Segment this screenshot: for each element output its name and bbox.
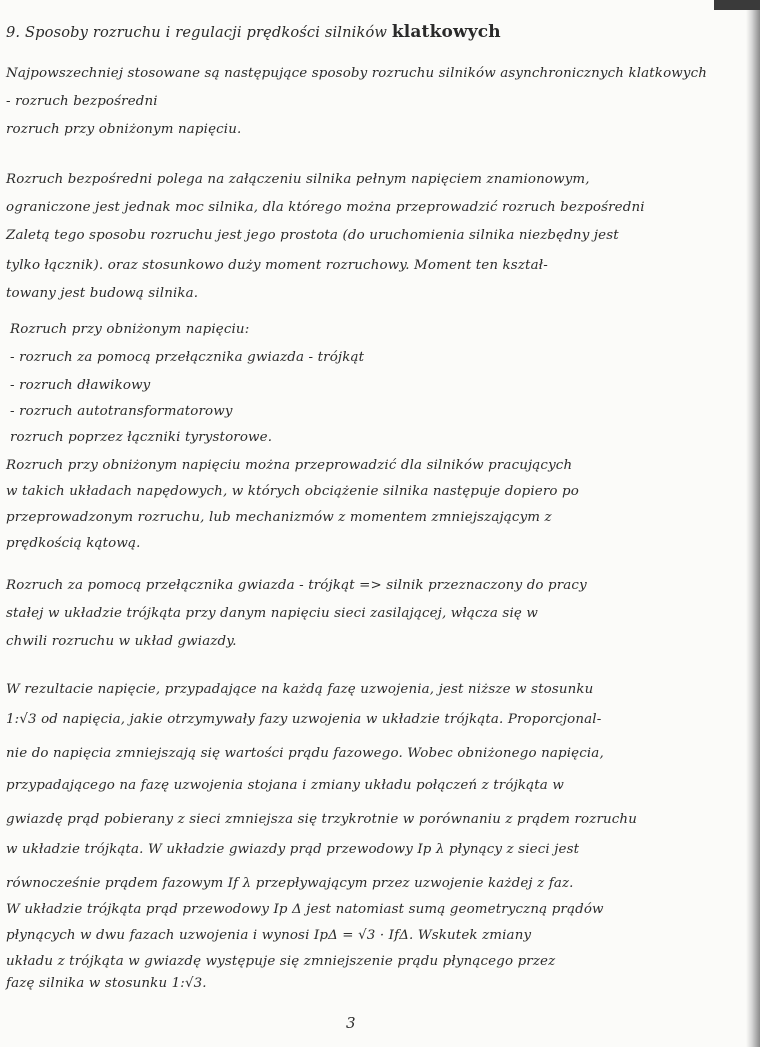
text-line: przeprowadzonym rozruchu, lub mechanizmów z momentem zmniejszającym z (6, 510, 552, 525)
text-line: - rozruch za pomocą przełącznika gwiazda - trójkąt (10, 350, 365, 365)
text-line: Rozruch bezpośredni polega na załączeniu silnika pełnym napięciem znamionowym, (6, 172, 590, 187)
text-line: - rozruch autotransformatorowy (10, 404, 233, 419)
text-line: gwiazdę prąd pobierany z sieci zmniejsza się trzykrotnie w porównaniu z prądem rozruchu (6, 812, 637, 827)
section-title-text: 9. Sposoby rozruchu i regulacji prędkości silników (6, 24, 392, 41)
text-line: rozruch poprzez łączniki tyrystorowe. (10, 430, 273, 445)
page-edge-shadow (746, 0, 760, 1047)
text-line: 1:√3 od napięcia, jakie otrzymywały fazy uzwojenia w układzie trójkąta. Proporcjonal- (6, 712, 602, 727)
text-line: prędkością kątową. (6, 536, 141, 551)
text-line: Rozruch przy obniżonym napięciu można przeprowadzić dla silników pracujących (6, 458, 573, 473)
text-line: Zaletą tego sposobu rozruchu jest jego prostota (do uruchomienia silnika niezbędny jest (6, 228, 619, 243)
text-line: towany jest budową silnika. (6, 286, 199, 301)
text-line: płynących w dwu fazach uzwojenia i wynosi IpΔ = √3 · IfΔ. Wskutek zmiany (6, 928, 532, 943)
text-line: W rezultacie napięcie, przypadające na każdą fazę uzwojenia, jest niższe w stosunku (6, 682, 594, 697)
text-line: Rozruch za pomocą przełącznika gwiazda - trójkąt => silnik przeznaczony do pracy (6, 578, 587, 593)
text-line: równocześnie prądem fazowym If λ przepływającym przez uzwojenie każdej z faz. (6, 876, 574, 891)
text-line: chwili rozruchu w układ gwiazdy. (6, 634, 237, 649)
text-line: - rozruch dławikowy (10, 378, 151, 393)
text-line: fazę silnika w stosunku 1:√3. (6, 976, 207, 991)
text-line: nie do napięcia zmniejszają się wartości prądu fazowego. Wobec obniżonego napięcia, (6, 746, 604, 761)
text-line: w takich układach napędowych, w których obciążenie silnika następuje dopiero po (6, 484, 579, 499)
text-line: rozruch przy obniżonym napięciu. (6, 122, 242, 137)
text-line: ograniczone jest jednak moc silnika, dla którego można przeprowadzić rozruch bezpośredni (6, 200, 645, 215)
text-line: w układzie trójkąta. W układzie gwiazdy prąd przewodowy Ip λ płynący z sieci jest (6, 842, 580, 857)
text-line: - rozruch bezpośredni (6, 94, 158, 109)
text-line: W układzie trójkąta prąd przewodowy Ip Δ jest natomiast sumą geometryczną prądów (6, 902, 604, 917)
page-number: 3 (346, 1014, 356, 1032)
text-line: układu z trójkąta w gwiazdę występuje się zmniejszenie prądu płynącego przez (6, 954, 556, 969)
text-line: stałej w układzie trójkąta przy danym napięciu sieci zasilającej, włącza się w (6, 606, 538, 621)
text-line: Rozruch przy obniżonym napięciu: (10, 322, 250, 337)
text-line: przypadającego na fazę uzwojenia stojana i zmiany układu połączeń z trójkąta w (6, 778, 564, 793)
text-line: tylko łącznik). oraz stosunkowo duży moment rozruchowy. Moment ten kształ- (6, 258, 548, 273)
text-line: Najpowszechniej stosowane są następujące sposoby rozruchu silników asynchronicznych klatkowych (6, 66, 708, 81)
section-title (6, 22, 501, 42)
scan-border-mark (714, 0, 760, 10)
section-title-highlight: klatkowych (391, 22, 501, 42)
